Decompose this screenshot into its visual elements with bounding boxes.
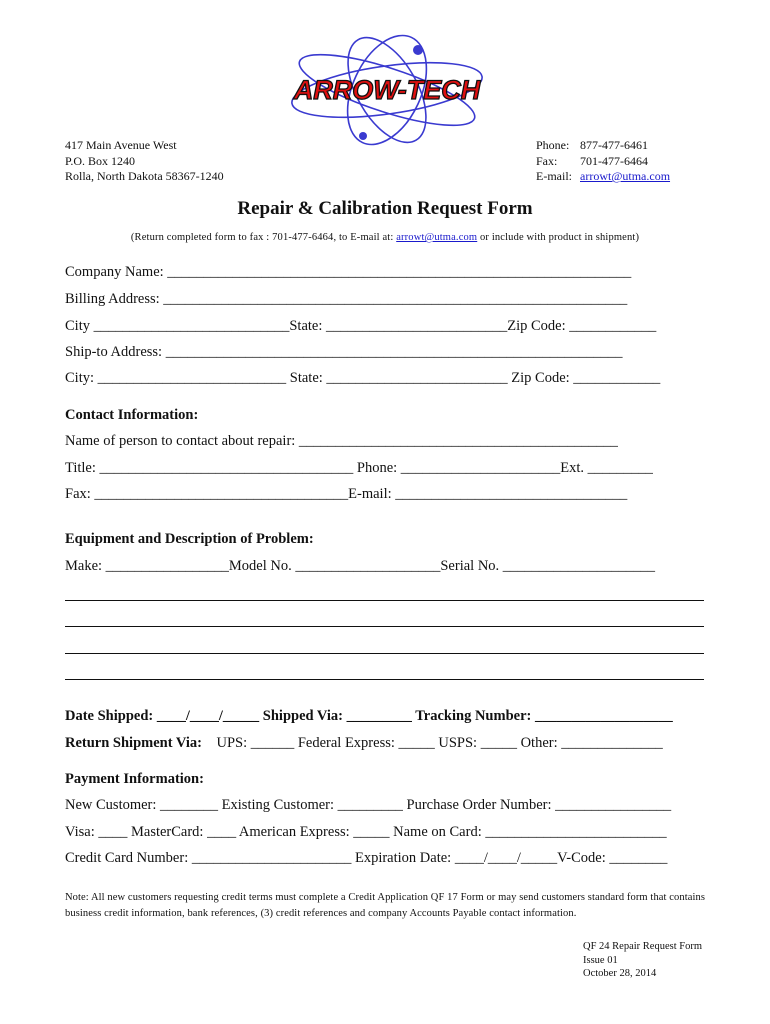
- address-line: P.O. Box 1240: [65, 153, 136, 168]
- phone-number: 877-477-6461: [580, 138, 648, 152]
- arrow-tech-logo: [285, 28, 490, 150]
- make-model-serial-field[interactable]: Make: _________________Model No. ____________________Serial No. _____________________: [65, 558, 656, 574]
- equipment-heading: Equipment and Description of Problem:: [65, 531, 314, 547]
- return-shipment-label: Return Shipment Via:: [65, 735, 202, 751]
- contact-info-heading: Contact Information:: [65, 407, 199, 423]
- customer-type-po-field[interactable]: New Customer: ________ Existing Customer: _________ Purchase Order Number: ________________: [65, 797, 672, 813]
- problem-description-line[interactable]: [65, 679, 704, 680]
- footer-issue: Issue 01: [583, 954, 618, 966]
- form-subtitle: [0, 232, 770, 243]
- subtitle-text: (Return completed form to fax : 701-477-6464, to E-mail at:: [130, 232, 397, 243]
- billing-address-field[interactable]: Billing Address: ________________________________________________________________: [65, 291, 628, 307]
- logo-text: ARROW-TECH: [293, 75, 481, 105]
- form-footer: [583, 940, 702, 981]
- return-shipment-options[interactable]: UPS: ______ Federal Express: _____ USPS: _____ Other: ______________: [216, 735, 663, 751]
- card-type-name-field[interactable]: Visa: ____ MasterCard: ____ American Express: _____ Name on Card: _________________________: [65, 824, 667, 840]
- subtitle-email-link[interactable]: arrowt@utma.com: [396, 232, 478, 243]
- problem-description-line[interactable]: [65, 653, 704, 654]
- fax-label: Fax:: [536, 153, 558, 168]
- fax-email-field[interactable]: Fax: ___________________________________E-mail: ________________________________: [65, 486, 628, 502]
- billing-city-state-zip-field[interactable]: City ___________________________State: _________________________Zip Code: ____________: [65, 318, 657, 334]
- fax-number: 701-477-6464: [580, 153, 648, 168]
- email-link[interactable]: arrowt@utma.com: [580, 169, 671, 183]
- address-line: 417 Main Avenue West: [65, 138, 177, 152]
- title-phone-ext-field[interactable]: Title: ___________________________________ Phone: ______________________Ext. _________: [65, 460, 653, 476]
- return-shipment-row[interactable]: [65, 735, 663, 752]
- credit-card-number-field[interactable]: Credit Card Number: ______________________ Expiration Date: ____/____/_____V-Code: ________: [65, 850, 668, 866]
- company-address: [65, 138, 224, 185]
- phone-label: Phone:: [536, 138, 570, 152]
- company-contact: [536, 138, 670, 185]
- footer-form-id: QF 24 Repair Request Form: [583, 941, 702, 952]
- footer-date: October 28, 2014: [583, 968, 657, 979]
- email-label: E-mail:: [536, 169, 572, 183]
- credit-terms-note: Note: All new customers requesting credit terms must complete a Credit Application QF 17 Form or may send customers standard form that contains business credit information, bank references, (3) credit references and company Accounts Payable contact information.: [65, 892, 706, 919]
- problem-description-line[interactable]: [65, 626, 704, 627]
- problem-description-line[interactable]: [65, 600, 704, 601]
- date-shipped-tracking-field[interactable]: Date Shipped: ____/____/_____ Shipped Via: _________ Tracking Number: ___________________: [65, 708, 673, 724]
- payment-info-heading: Payment Information:: [65, 771, 204, 787]
- company-name-field[interactable]: Company Name: ________________________________________________________________: [65, 264, 632, 280]
- contact-person-field[interactable]: Name of person to contact about repair: ____________________________________________: [65, 433, 618, 449]
- ship-to-address-field[interactable]: Ship-to Address: _______________________________________________________________: [65, 344, 623, 360]
- subtitle-text: or include with product in shipment): [477, 232, 640, 243]
- address-line: Rolla, North Dakota 58367-1240: [65, 169, 224, 183]
- form-title: Repair & Calibration Request Form: [237, 198, 533, 219]
- ship-to-city-state-zip-field[interactable]: City: __________________________ State: _________________________ Zip Code: ____________: [65, 370, 661, 386]
